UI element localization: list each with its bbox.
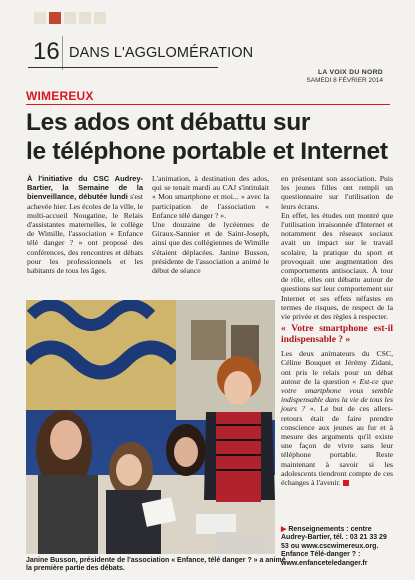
publication-date: SAMEDI 8 FÉVRIER 2014 — [306, 77, 383, 84]
column-1 — [27, 174, 143, 275]
headline-line: Les ados ont débattu sur — [26, 109, 311, 136]
info-text: Renseignements : centre Audrey-Bartier, tél. : 03 21 33 29 53 ou www.cscwimereux.org. Enfance Télé-danger ? : www.enfanceteledanger.fr — [281, 526, 387, 567]
header-square — [94, 12, 106, 24]
header-rule — [28, 67, 218, 68]
article-photo — [26, 300, 275, 554]
end-mark — [343, 480, 349, 486]
header-divider — [62, 36, 63, 70]
header-square — [64, 12, 76, 24]
publication-name: LA VOIX DU NORD — [317, 69, 383, 76]
publication-info — [306, 69, 383, 85]
section-title: DANS L'AGGLOMÉRATION — [69, 45, 254, 61]
kicker-rule — [26, 104, 390, 105]
headline-line: le téléphone portable et Internet — [26, 138, 388, 165]
question-text: Est-ce que votre smartphone vous semble indispensable dans la vie de tous les jours ? — [281, 376, 393, 414]
photo-illustration — [26, 300, 275, 554]
body-text: ». Le but de ces allers-retours était de faire prendre conscience aux jeunes au fur et à mesure des arguments qu'il existe une façon de vivre sans leur téléphone portable. Reste maintenant à savoir si les adolescents tiendront compte de ces échanges à l'avenir. — [281, 404, 393, 488]
lead-text: À l'initiative du CSC Audrey-Bartier, la Semaine de la bienveillance, débutée lundi — [27, 174, 143, 202]
paragraph: Une douzaine de lycéennes de Giraux-Sannier et de Saint-Joseph, ainsi que des collégiennes de Wimille s'étaient déplacées. Janine Busson, présidente de l'association a animé le début de séance — [152, 220, 269, 276]
header-square — [34, 12, 46, 24]
kicker: WIMEREUX — [26, 89, 94, 103]
paragraph — [281, 349, 393, 487]
column-2 — [152, 174, 269, 275]
page-number: 16 — [33, 38, 60, 65]
subheading: « Votre smartphone est-il indispensable ? » — [281, 324, 393, 346]
paragraph — [27, 174, 143, 275]
header-square — [79, 12, 91, 24]
photo-caption: Janine Busson, présidente de l'association « Enfance, télé danger ? » a animé la première partie des débats. — [26, 557, 286, 573]
header-square — [49, 12, 61, 24]
paragraph: L'animation, à destination des ados, qui se tenait mardi au CAJ s'intitulait « Mon smartphone et moi... » avec la participation de l'association « Enfance télé danger ? ». — [152, 174, 269, 220]
arrow-icon: ▶ — [281, 526, 287, 533]
headline — [26, 108, 396, 166]
body-text: Les deux animateurs du CSC, Céline Bouquet et Jérémy Zidani, ont pris le relais pour un débat autour de la question « — [281, 349, 393, 386]
column-3 — [281, 174, 393, 487]
body-text: s'est achevée hier. Les écoles de la ville, le multi-accueil Nougatine, le Relais d'assistantes maternelles, le collège de Wimille, l'association « Enfance télé danger ? » ont proposé des conférences, des rencontres et débats pour les professionnels et les habitants de tous les âges. — [27, 192, 143, 276]
paragraph: En effet, les études ont montré que l'utilisation irraisonnée d'Internet et notamment des réseaux sociaux avait un impact sur le travail scolaire, la pratique du sport et provoquait une augmentation des comportements antisociaux. À tour de rôle, elles ont débattu autour de questions sur leur comportement sur Internet et ses effets néfastes en termes de risques, de respect de la vie privée et des règles à respecter. — [281, 210, 393, 322]
info-box — [281, 526, 393, 568]
paragraph: en présentant son association. Puis les jeunes filles ont rempli un questionnaire sur l'utilisation de leurs écrans. — [281, 174, 393, 211]
